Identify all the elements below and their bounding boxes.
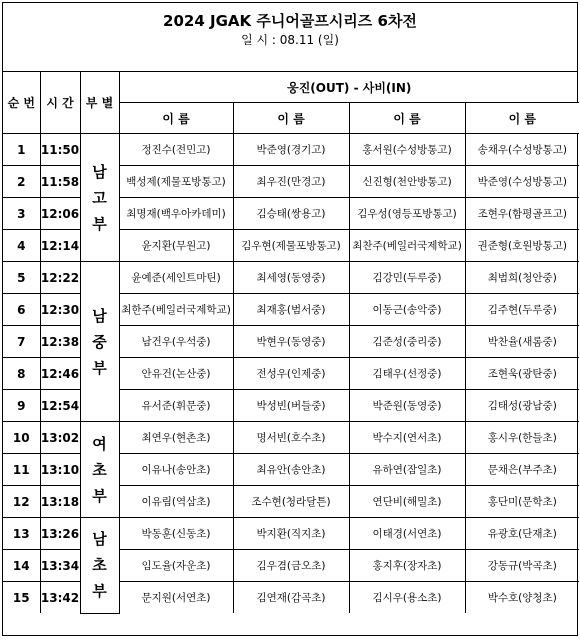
player-name-cell: 김주현(두루중) — [465, 294, 579, 326]
column-header-division: 부 별 — [80, 72, 119, 134]
player-name-cell: 정진수(전민고) — [119, 134, 233, 166]
player-name-cell: 연단비(해밀초) — [349, 486, 465, 518]
player-name-cell: 이동근(송악중) — [349, 294, 465, 326]
player-name-cell: 유하연(잠일초) — [349, 454, 465, 486]
division-cell: 남 중 부 — [80, 262, 119, 422]
player-name-cell: 송채우(수성방통고) — [465, 134, 579, 166]
player-name-cell: 이유나(송안초) — [119, 454, 233, 486]
player-name-cell: 윤예준(세인트마틴) — [119, 262, 233, 294]
player-name-cell: 김우겸(금오초) — [233, 550, 349, 582]
division-cell: 남 초 부 — [80, 518, 119, 614]
order-cell: 14 — [3, 550, 40, 582]
player-name-cell: 김준성(중리중) — [349, 326, 465, 358]
time-cell: 12:46 — [40, 358, 80, 390]
player-name-cell: 최연우(현촌초) — [119, 422, 233, 454]
player-name-cell: 박현우(동영중) — [233, 326, 349, 358]
page-title: 2024 JGAK 주니어골프시리즈 6차전 — [163, 12, 417, 30]
player-name-cell: 최한주(베일러국제학교) — [119, 294, 233, 326]
order-cell: 15 — [3, 582, 40, 614]
player-name-cell: 문지원(서연초) — [119, 582, 233, 614]
order-cell: 2 — [3, 166, 40, 198]
column-header-name: 이 름 — [119, 103, 233, 134]
player-name-cell: 홍서원(수성방통고) — [349, 134, 465, 166]
player-name-cell: 김연재(감곡초) — [233, 582, 349, 614]
order-cell: 10 — [3, 422, 40, 454]
player-name-cell: 최찬주(베일러국제학교) — [349, 230, 465, 262]
player-name-cell: 윤지환(무원고) — [119, 230, 233, 262]
player-name-cell: 이태경(서연초) — [349, 518, 465, 550]
player-name-cell: 박성빈(버들중) — [233, 390, 349, 422]
order-cell: 8 — [3, 358, 40, 390]
table-row — [3, 422, 579, 454]
time-cell: 13:26 — [40, 518, 80, 550]
player-name-cell: 박수지(연서초) — [349, 422, 465, 454]
time-cell: 12:06 — [40, 198, 80, 230]
division-cell: 여 초 부 — [80, 422, 119, 518]
time-cell: 11:50 — [40, 134, 80, 166]
player-name-cell: 전성우(인제중) — [233, 358, 349, 390]
column-header-name: 이 름 — [465, 103, 579, 134]
time-cell: 13:18 — [40, 486, 80, 518]
player-name-cell: 최명재(백우아카데미) — [119, 198, 233, 230]
time-cell: 12:54 — [40, 390, 80, 422]
time-cell: 13:02 — [40, 422, 80, 454]
player-name-cell: 안유건(논산중) — [119, 358, 233, 390]
column-header-time: 시 간 — [40, 72, 80, 134]
player-name-cell: 최재홍(범서중) — [233, 294, 349, 326]
time-cell: 13:42 — [40, 582, 80, 614]
player-name-cell: 조현우(함평골프고) — [465, 198, 579, 230]
player-name-cell: 김우현(제물포방통고) — [233, 230, 349, 262]
date-line: 일 시 : 08.11 (일) — [241, 33, 339, 47]
player-name-cell: 김강민(두루중) — [349, 262, 465, 294]
order-cell: 9 — [3, 390, 40, 422]
table-row — [3, 262, 579, 294]
division-cell: 남 고 부 — [80, 134, 119, 262]
order-cell: 13 — [3, 518, 40, 550]
time-cell: 13:10 — [40, 454, 80, 486]
column-header-order: 순 번 — [3, 72, 40, 134]
time-cell: 13:34 — [40, 550, 80, 582]
player-name-cell: 홍시우(한들초) — [465, 422, 579, 454]
time-cell: 12:14 — [40, 230, 80, 262]
time-cell: 12:30 — [40, 294, 80, 326]
player-name-cell: 백성제(제물포방통고) — [119, 166, 233, 198]
player-name-cell: 박지환(직지초) — [233, 518, 349, 550]
player-name-cell: 유광호(단재초) — [465, 518, 579, 550]
order-cell: 7 — [3, 326, 40, 358]
column-header-name: 이 름 — [233, 103, 349, 134]
player-name-cell: 박준영(경기고) — [233, 134, 349, 166]
player-name-cell: 조현욱(광탄중) — [465, 358, 579, 390]
player-name-cell: 권준형(호원방통고) — [465, 230, 579, 262]
tee-time-table — [3, 72, 579, 614]
order-cell: 1 — [3, 134, 40, 166]
player-name-cell: 김승태(쌍용고) — [233, 198, 349, 230]
player-name-cell: 김태성(광남중) — [465, 390, 579, 422]
order-cell: 12 — [3, 486, 40, 518]
player-name-cell: 최세영(동영중) — [233, 262, 349, 294]
player-name-cell: 이유림(역삼초) — [119, 486, 233, 518]
time-cell: 12:22 — [40, 262, 80, 294]
time-cell: 12:38 — [40, 326, 80, 358]
player-name-cell: 최유안(송안초) — [233, 454, 349, 486]
player-name-cell: 박동훈(신동초) — [119, 518, 233, 550]
schedule-sheet — [2, 2, 578, 636]
player-name-cell: 조수현(청라달튼) — [233, 486, 349, 518]
player-name-cell: 박수호(양청초) — [465, 582, 579, 614]
player-name-cell: 유서준(휘문중) — [119, 390, 233, 422]
time-cell: 11:58 — [40, 166, 80, 198]
player-name-cell: 홍지후(장자초) — [349, 550, 465, 582]
player-name-cell: 문채은(부주초) — [465, 454, 579, 486]
order-cell: 5 — [3, 262, 40, 294]
column-header-name: 이 름 — [349, 103, 465, 134]
player-name-cell: 임도율(자운초) — [119, 550, 233, 582]
player-name-cell: 박찬율(새롬중) — [465, 326, 579, 358]
player-name-cell: 강동규(박곡초) — [465, 550, 579, 582]
table-row — [3, 134, 579, 166]
order-cell: 6 — [3, 294, 40, 326]
player-name-cell: 홍단미(문학초) — [465, 486, 579, 518]
column-header-course: 웅진(OUT) - 사비(IN) — [119, 72, 579, 103]
player-name-cell: 김시우(용소초) — [349, 582, 465, 614]
title-block — [3, 3, 577, 72]
table-body — [3, 134, 579, 614]
player-name-cell: 박준원(동영중) — [349, 390, 465, 422]
player-name-cell: 신진형(천안방통고) — [349, 166, 465, 198]
player-name-cell: 최우진(만경고) — [233, 166, 349, 198]
player-name-cell: 최범희(청안중) — [465, 262, 579, 294]
player-name-cell: 남건우(우석중) — [119, 326, 233, 358]
order-cell: 11 — [3, 454, 40, 486]
player-name-cell: 박준영(수성방통고) — [465, 166, 579, 198]
player-name-cell: 김우성(영등포방통고) — [349, 198, 465, 230]
player-name-cell: 명서빈(호수초) — [233, 422, 349, 454]
order-cell: 3 — [3, 198, 40, 230]
player-name-cell: 김태우(선정중) — [349, 358, 465, 390]
order-cell: 4 — [3, 230, 40, 262]
table-row — [3, 518, 579, 550]
